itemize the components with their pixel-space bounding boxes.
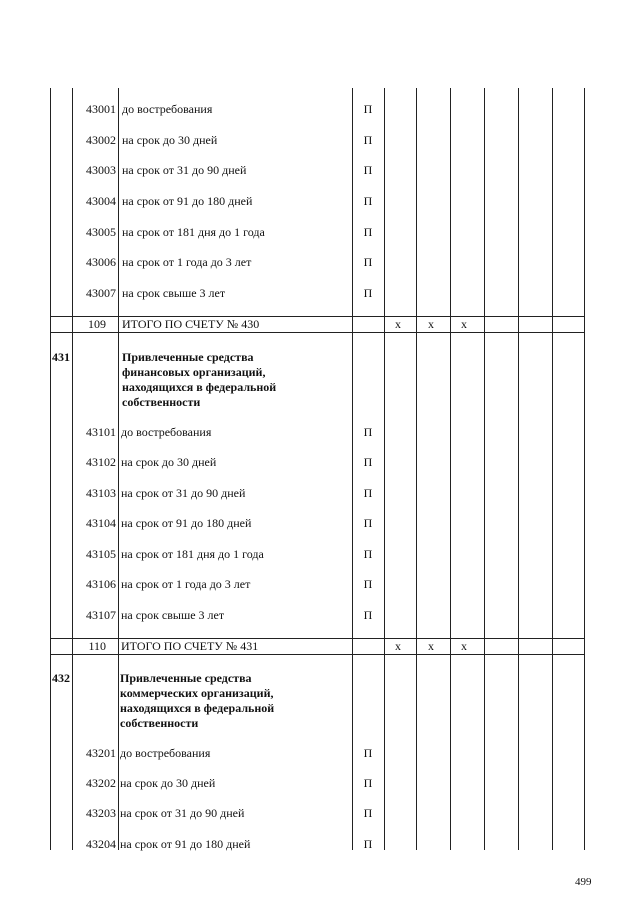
row-code: 43203: [86, 806, 116, 820]
total-mark: x: [461, 639, 467, 653]
row-code: 43006: [86, 255, 116, 269]
row-code: 43005: [86, 225, 116, 239]
row-label: на срок от 1 года до 3 лет: [121, 577, 251, 591]
row-label: на срок от 181 дня до 1 года: [122, 225, 265, 239]
row-mark: П: [363, 425, 373, 439]
row-label: на срок от 181 дня до 1 года: [121, 547, 264, 561]
row-mark: П: [363, 516, 373, 530]
row-mark: П: [363, 225, 373, 239]
column-rule: [416, 88, 417, 850]
total-label: ИТОГО ПО СЧЕТУ № 430: [122, 317, 260, 331]
row-label: на срок до 30 дней: [122, 133, 218, 147]
column-rule: [584, 88, 585, 850]
row-mark: П: [363, 746, 373, 760]
account-heading: Привлеченные средства коммерческих организаций, находящихся в федеральной собственности: [120, 671, 275, 730]
total-mark: x: [428, 317, 434, 331]
row-label: на срок от 91 до 180 дней: [121, 516, 252, 530]
total-mark: x: [461, 317, 467, 331]
row-code: 43101: [86, 425, 116, 439]
row-mark: П: [363, 608, 373, 622]
total-code: 110: [88, 639, 106, 653]
row-code: 43105: [86, 547, 116, 561]
row-rule: [50, 332, 585, 333]
column-rule: [118, 88, 119, 850]
row-code: 43106: [86, 577, 116, 591]
row-mark: П: [363, 776, 373, 790]
row-mark: П: [363, 286, 373, 300]
row-label: на срок от 31 до 90 дней: [122, 163, 247, 177]
total-mark: x: [395, 317, 401, 331]
row-code: 43004: [86, 194, 116, 208]
row-label: на срок от 31 до 90 дней: [120, 806, 245, 820]
page-number: 499: [575, 876, 592, 888]
total-mark: x: [395, 639, 401, 653]
row-mark: П: [363, 194, 373, 208]
row-mark: П: [363, 255, 373, 269]
column-rule: [450, 88, 451, 850]
row-label: до востребования: [122, 102, 213, 116]
row-code: 43002: [86, 133, 116, 147]
row-label: на срок до 30 дней: [120, 776, 216, 790]
row-mark: П: [363, 133, 373, 147]
row-code: 43003: [86, 163, 116, 177]
row-code: 43201: [86, 746, 116, 760]
row-code: 43103: [86, 486, 116, 500]
row-label: на срок свыше 3 лет: [122, 286, 226, 300]
row-label: на срок до 30 дней: [121, 455, 217, 469]
row-mark: П: [363, 837, 373, 851]
row-code: 43107: [86, 608, 116, 622]
row-label: до востребования: [121, 425, 212, 439]
row-label: на срок от 31 до 90 дней: [121, 486, 246, 500]
row-label: до востребования: [120, 746, 211, 760]
row-mark: П: [363, 806, 373, 820]
row-label: на срок от 91 до 180 дней: [120, 837, 251, 851]
row-mark: П: [363, 163, 373, 177]
row-code: 43001: [86, 102, 116, 116]
row-label: на срок от 91 до 180 дней: [122, 194, 253, 208]
row-code: 43102: [86, 455, 116, 469]
column-rule: [552, 88, 553, 850]
row-code: 43007: [86, 286, 116, 300]
row-mark: П: [363, 486, 373, 500]
total-code: 109: [88, 317, 106, 331]
row-mark: П: [363, 102, 373, 116]
account-number: 431: [52, 350, 70, 364]
row-code: 43204: [86, 837, 116, 851]
row-mark: П: [363, 547, 373, 561]
row-rule: [50, 654, 585, 655]
column-rule: [484, 88, 485, 850]
account-heading: Привлеченные средства финансовых организаций, находящихся в федеральной собственности: [122, 350, 277, 409]
row-code: 43202: [86, 776, 116, 790]
total-mark: x: [428, 639, 434, 653]
total-label: ИТОГО ПО СЧЕТУ № 431: [121, 639, 259, 653]
column-rule: [518, 88, 519, 850]
row-mark: П: [363, 455, 373, 469]
row-label: на срок свыше 3 лет: [121, 608, 225, 622]
account-number: 432: [52, 671, 70, 685]
row-code: 43104: [86, 516, 116, 530]
column-rule: [50, 88, 51, 850]
row-label: на срок от 1 года до 3 лет: [122, 255, 252, 269]
column-rule: [384, 88, 385, 850]
row-mark: П: [363, 577, 373, 591]
